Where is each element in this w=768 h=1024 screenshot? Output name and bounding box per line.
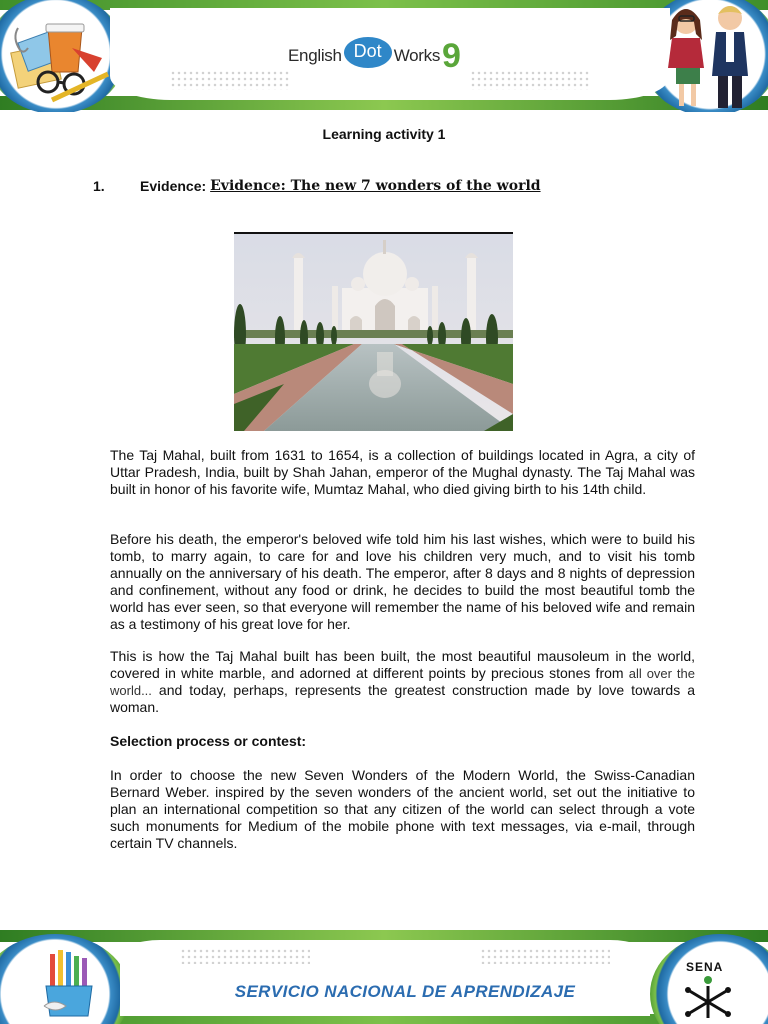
evidence-heading bbox=[93, 178, 541, 194]
header-dots-right bbox=[470, 70, 590, 90]
activity-title: Learning activity 1 bbox=[322, 126, 446, 142]
sena-logo bbox=[678, 960, 748, 1022]
paragraph-mausoleum-part-b: all over the world... bbox=[110, 666, 695, 698]
footer-dots bbox=[180, 948, 310, 964]
logo-word-english: English bbox=[288, 46, 342, 65]
evidence-number: 1. bbox=[93, 178, 105, 194]
paragraph-mausoleum bbox=[110, 648, 695, 716]
taj-mahal-photo bbox=[234, 232, 513, 431]
logo-grade-number: 9 bbox=[442, 36, 461, 75]
taj-mahal-image bbox=[234, 234, 513, 431]
students-icon bbox=[652, 2, 762, 110]
page-header bbox=[0, 0, 768, 112]
paragraph-mausoleum-part-c: and today, perhaps, represents the greatest construction made by love towards a woman. bbox=[110, 682, 695, 715]
page-footer bbox=[0, 930, 768, 1024]
sena-emblem-icon bbox=[678, 974, 748, 1022]
institution-name: SERVICIO NACIONAL DE APRENDIZAJE bbox=[234, 982, 576, 1001]
paragraph-selection-process: In order to choose the new Seven Wonders of the Modern World, the Swiss-Canadian Bernard Weber. inspired by the seven wonders of the ancient world, set out the initiative to plan an international competition so that any citizen of the world can select through a vote such monuments for Medium of the mobile phone with text messages, via e-mail, through certain TV channels. bbox=[110, 767, 695, 851]
school-supplies-icon bbox=[8, 18, 118, 104]
evidence-label: Evidence: bbox=[140, 178, 207, 194]
sena-logo-word: SENA bbox=[686, 960, 724, 974]
evidence-link[interactable]: Evidence: The new 7 wonders of the world bbox=[210, 178, 541, 194]
footer-dots-right bbox=[480, 948, 610, 964]
paragraph-taj-mahal-intro: The Taj Mahal, built from 1631 to 1654, is a collection of buildings located in Agra, a city of Uttar Pradesh, India, built by Shah Jahan, emperor of the Mughal dynasty. The Taj Mahal was built in honor of his favorite wife, Mumtaz Mahal, who died giving birth to his 14th child. bbox=[110, 447, 695, 497]
header-dots bbox=[170, 70, 290, 90]
selection-process-heading: Selection process or contest: bbox=[110, 733, 307, 749]
paragraph-mausoleum-part-a: This is how the Taj Mahal built has been built, the most beautiful mausoleum in the world, covered in white marble, and adorned at different points by precious stones from bbox=[110, 648, 695, 681]
logo-word-works: Works bbox=[393, 46, 441, 65]
paragraph-emperor-wishes: Before his death, the emperor's beloved wife told him his last wishes, which were to build his tomb, to marry again, to care for and love his children very much, and to visit his tomb annually on the anniversary of his death. The emperor, after 8 days and 8 nights of depression and confinement, without any food or drink, he decides to build the most beautiful tomb the world has ever seen, so that everyone will remember the name of his beloved wife and remain as a testimony of his great love for her. bbox=[110, 531, 695, 632]
english-dot-works-logo bbox=[288, 36, 461, 76]
logo-word-dot: Dot bbox=[344, 37, 392, 68]
